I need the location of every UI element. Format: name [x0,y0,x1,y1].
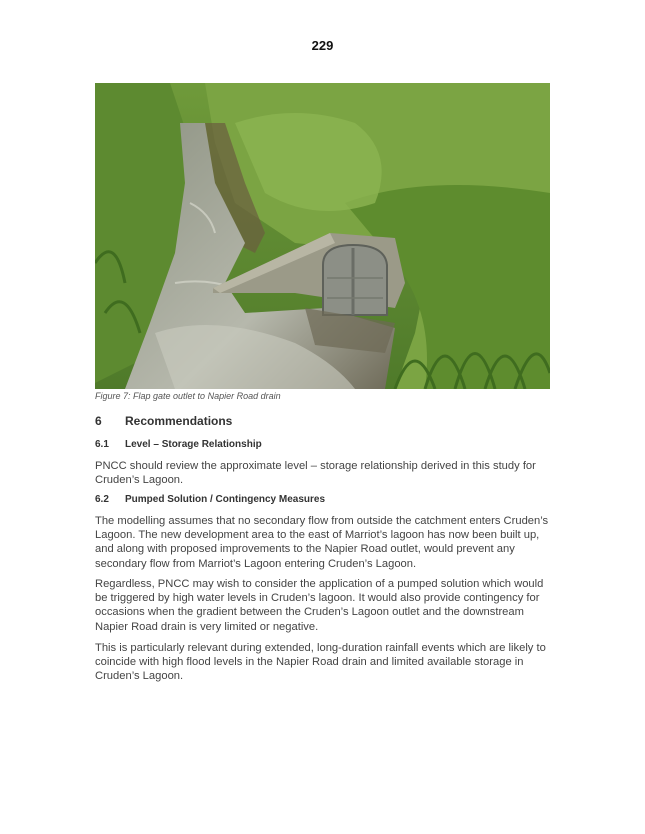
section-title: Level – Storage Relationship [125,439,262,450]
paragraph-6-2-3: This is particularly relevant during extended, long-duration rainfall events which are likely to coincide with high flood levels in the Napier Road drain and limited available storage in Cruden’s Lagoon. [95,642,546,683]
section-heading-6 [95,414,232,428]
section-heading-6-2 [95,494,325,505]
paragraph-6-2-2: Regardless, PNCC may wish to consider the application of a pumped solution which would be triggered by high water levels in Cruden’s lagoon. It would also provide contingency for occasions when the gradient between the Cruden’s Lagoon outlet and the downstream Napier Road drain is very limited or negative. [95,578,544,633]
section-heading-6-1 [95,439,262,450]
flap-gate-photo [95,83,550,389]
section-title: Pumped Solution / Contingency Measures [125,494,326,505]
section-number: 6.1 [95,439,109,450]
figure-caption: Figure 7: Flap gate outlet to Napier Road drain [95,391,281,401]
section-number: 6.2 [95,494,109,505]
section-number: 6 [95,414,102,428]
paragraph-6-2-1: The modelling assumes that no secondary flow from outside the catchment enters Cruden’s Lagoon. The new development area to the east of Marriot’s lagoon has now been built up, and along with proposed improvements to the Napier Road outlet, would prevent any secondary flow from Marriot’s Lagoon entering Cruden’s Lagoon. [95,515,549,570]
paragraph-6-1: PNCC should review the approximate level – storage relationship derived in this study for Cruden’s Lagoon. [95,460,536,487]
page-number: 229 [311,38,334,53]
section-title: Recommendations [125,414,233,428]
